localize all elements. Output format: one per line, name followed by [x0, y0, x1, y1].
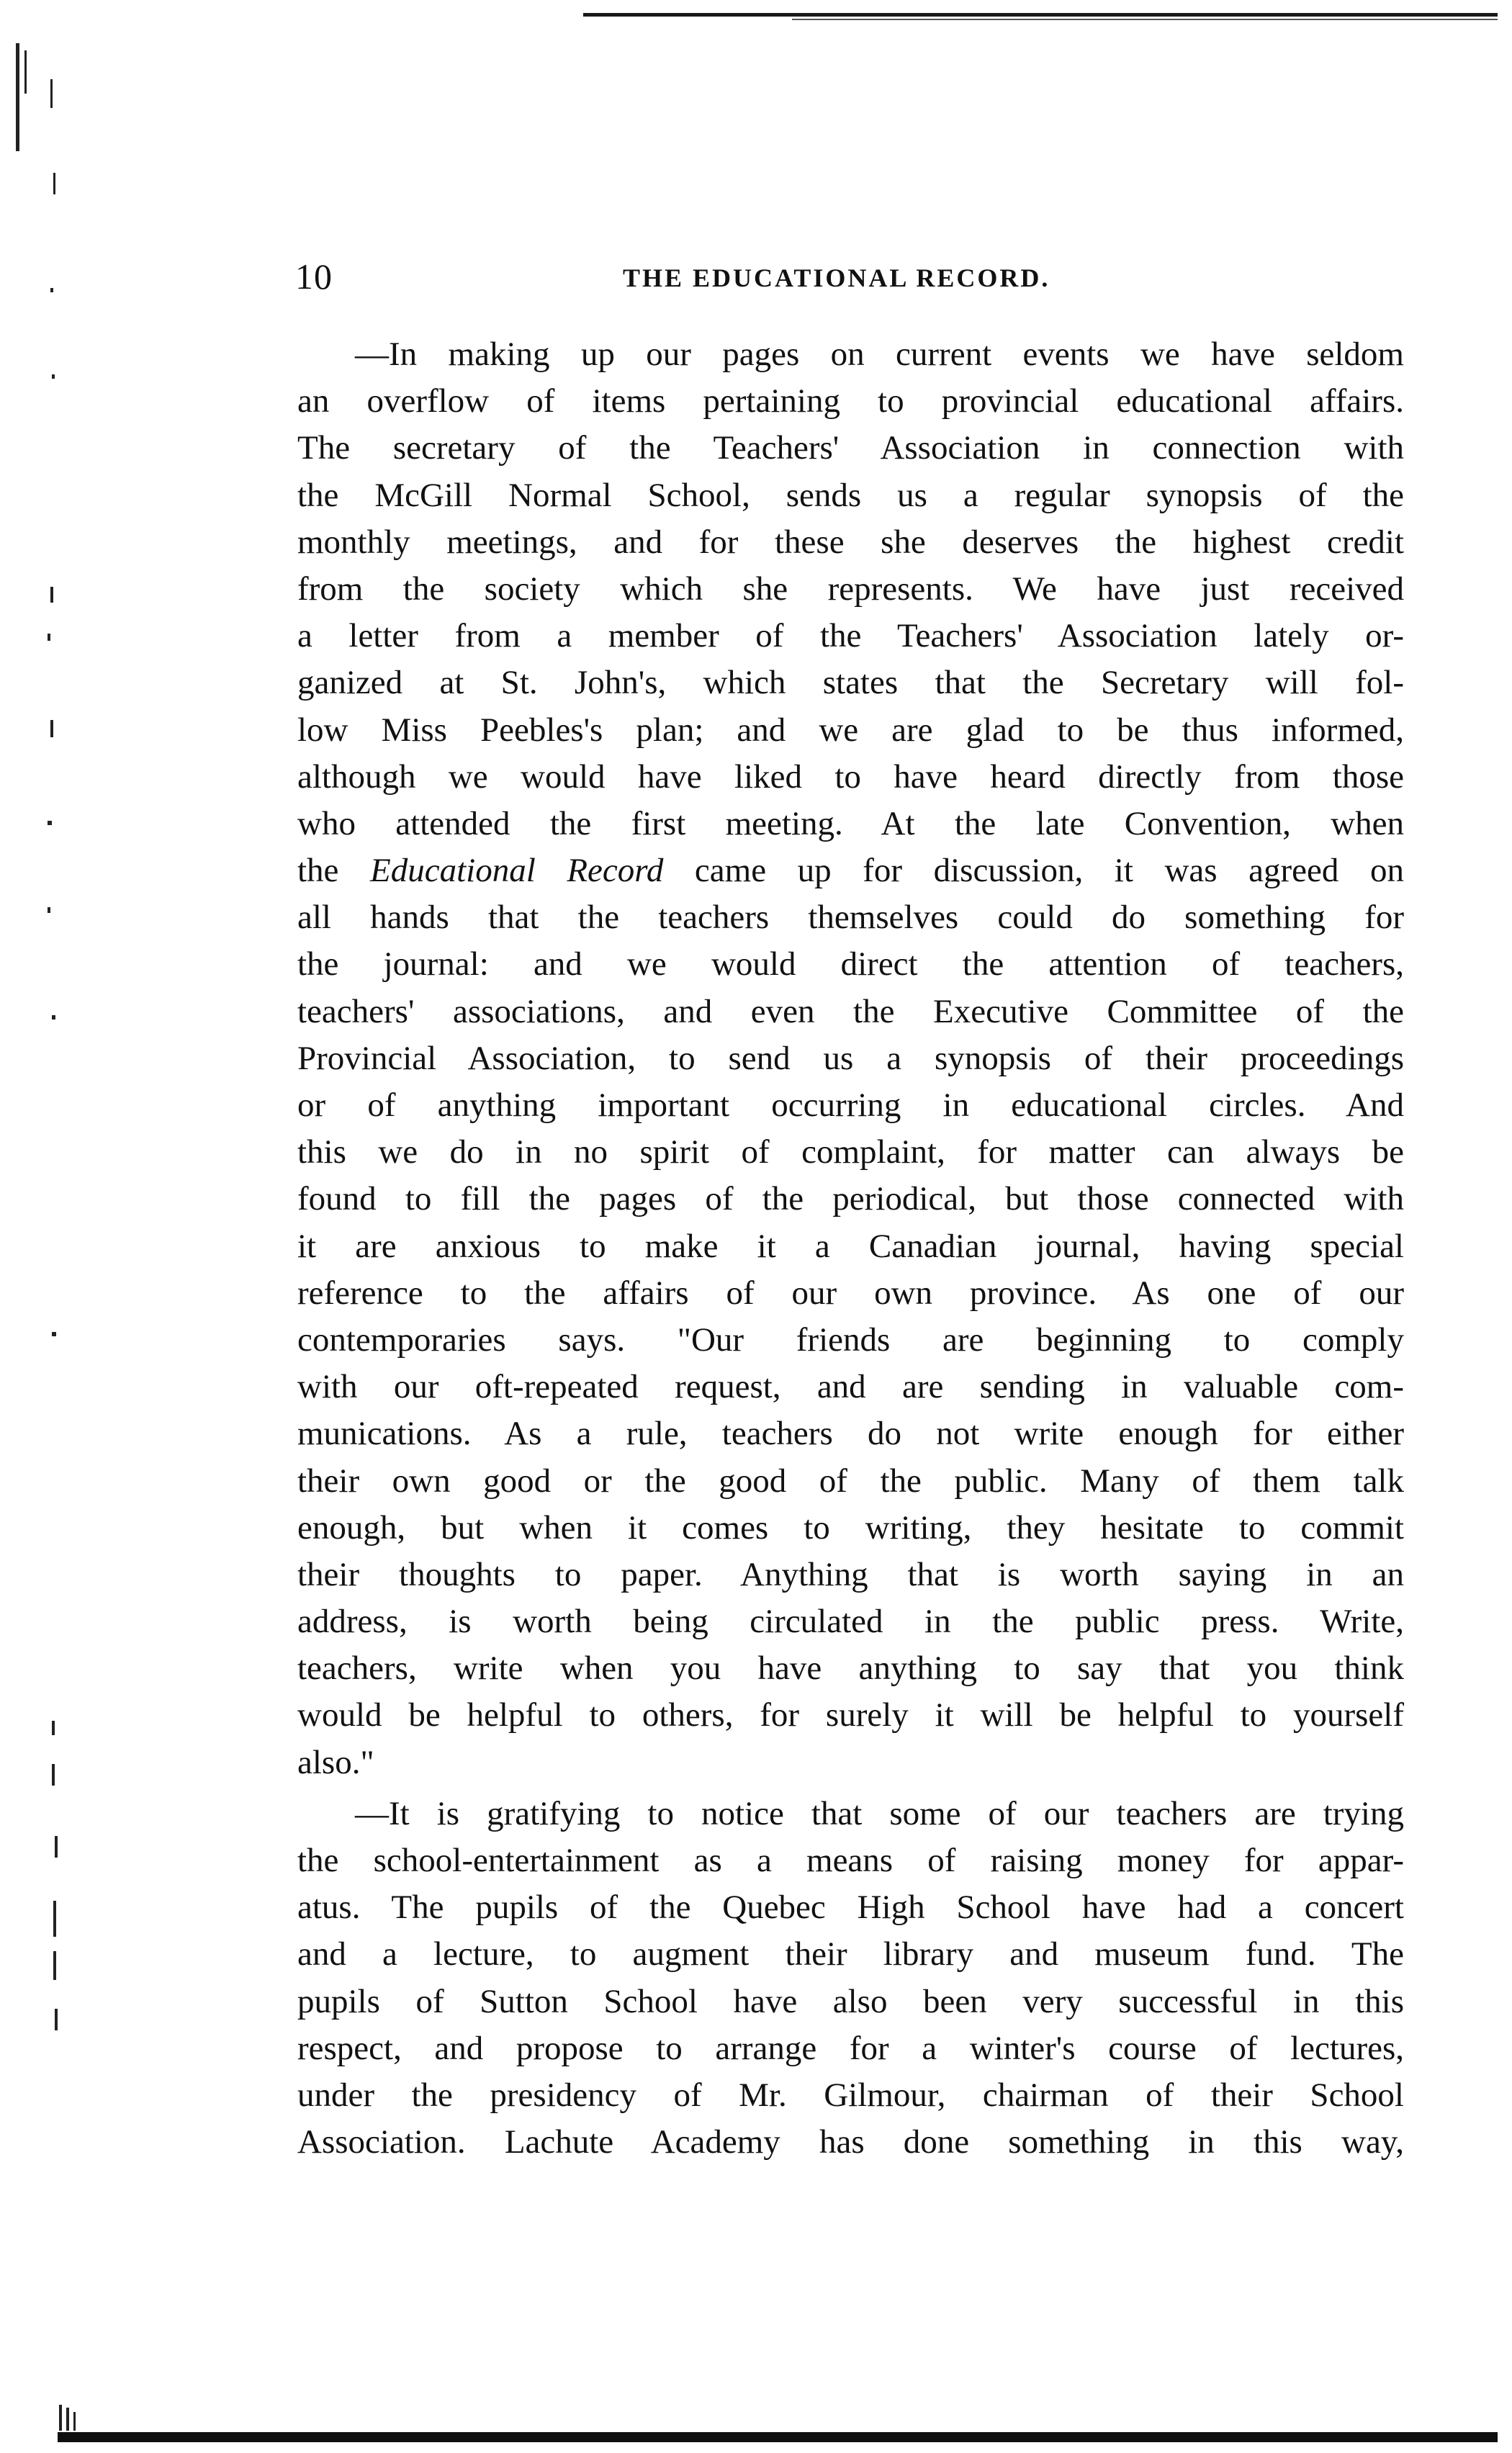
running-title: THE EDUCATIONAL RECORD. [623, 264, 1050, 292]
text-line: under the presidency of Mr. Gilmour, chairman of their School [297, 2076, 1404, 2114]
paragraph-school-entertainment [297, 1791, 1404, 2166]
text-line: all hands that the teachers themselves could do something for [297, 899, 1404, 937]
paragraph-convention-news [297, 331, 1404, 1786]
text-line: from the society which she represents. We have just received [297, 570, 1404, 608]
text-line: address, is worth being circulated in the public press. Write, [297, 1603, 1404, 1641]
text-line: reference to the affairs of our own province. As one of our [297, 1274, 1404, 1312]
text-line: although we would have liked to have heard directly from those [297, 757, 1404, 796]
scan-bottom-marks [50, 2405, 108, 2434]
text-line: pupils of Sutton School have also been very successful in this [297, 1982, 1404, 2020]
text-line: a letter from a member of the Teachers' Association lately or- [297, 617, 1404, 655]
text-line: with our oft-repeated request, and are sending in valuable com- [297, 1368, 1404, 1406]
text-line: the McGill Normal School, sends us a regular synopsis of the [297, 476, 1404, 514]
text-line: would be helpful to others, for surely it will be helpful to yourself [297, 1696, 1404, 1734]
text-line: and a lecture, to augment their library and museum fund. The [297, 1935, 1404, 1973]
text-line: who attended the first meeting. At the late Convention, when [297, 804, 1404, 842]
text-line: their thoughts to paper. Anything that is worth saying in an [297, 1555, 1404, 1593]
text-line: this we do in no spirit of complaint, for matter can always be [297, 1133, 1404, 1171]
text-line: their own good or the good of the public. Many of them talk [297, 1462, 1404, 1500]
text-line: also." [297, 1743, 374, 1781]
article-body [297, 331, 1404, 2166]
text-line: respect, and propose to arrange for a winter's course of lectures, [297, 2029, 1404, 2067]
text-line: —It is gratifying to notice that some of our teachers are trying [355, 1794, 1404, 1832]
text-line: the journal: and we would direct the attention of teachers, [297, 945, 1404, 984]
text-line: Association. Lachute Academy has done something in this way, [297, 2123, 1404, 2161]
scan-top-rule [583, 13, 1498, 17]
text-line: ganized at St. John's, which states that the Secretary will fol- [297, 664, 1404, 702]
text-line: monthly meetings, and for these she deserves the highest credit [297, 523, 1404, 561]
page-header [295, 256, 1404, 306]
scan-bottom-rule [58, 2432, 1498, 2442]
text-line: atus. The pupils of the Quebec High School have had a concert [297, 1889, 1404, 1927]
text-line: enough, but when it comes to writing, they hesitate to commit [297, 1508, 1404, 1547]
text-line: an overflow of items pertaining to provincial educational affairs. [297, 382, 1404, 420]
text-line: Provincial Association, to send us a synopsis of their proceedings [297, 1039, 1404, 1077]
page-number: 10 [295, 256, 333, 297]
text-line: teachers, write when you have anything to say that you think [297, 1649, 1404, 1688]
text-line: teachers' associations, and even the Executive Committee of the [297, 992, 1404, 1030]
scan-top-rule-thin [792, 19, 1498, 20]
text-line: munications. As a rule, teachers do not write enough for either [297, 1415, 1404, 1453]
text-line: or of anything important occurring in educational circles. And [297, 1086, 1404, 1124]
text-line: the school-entertainment as a means of raising money for appar- [297, 1842, 1404, 1879]
text-line: —In making up our pages on current events we have seldom [355, 336, 1404, 373]
text-line: it are anxious to make it a Canadian journal, having special [297, 1227, 1404, 1265]
text-line: The secretary of the Teachers' Association in connection with [297, 429, 1404, 467]
text-line: contemporaries says. "Our friends are beginning to comply [297, 1320, 1404, 1359]
text-line: found to fill the pages of the periodical, but those connected with [297, 1180, 1404, 1218]
italic-title: Educational Record [370, 852, 664, 890]
scan-margin-specks [0, 0, 86, 2453]
text-line: low Miss Peebles's plan; and we are glad to be thus informed, [297, 711, 1404, 749]
text-line-italic: the Educational Record came up for discussion, it was agreed on [297, 852, 1404, 890]
